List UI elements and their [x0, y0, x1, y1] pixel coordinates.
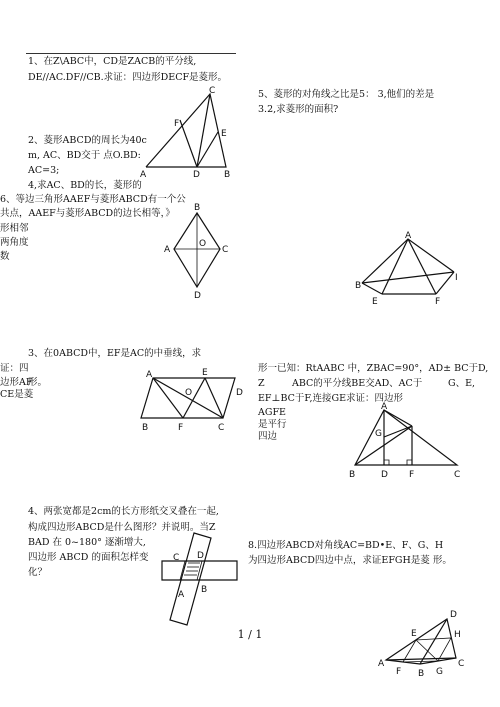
problem-3-side-1: 证：四 [0, 363, 29, 374]
label-A: A [405, 231, 412, 241]
problem-2-line-4: 4,求AC、BD的长，菱形的 [28, 180, 142, 191]
problem-5-line-1: 5、菱形的对角线之比是5： 3,他们的差是 [258, 89, 435, 100]
problem-6-figure [355, 228, 465, 308]
problem-7-line-1: 形一已知：RtAABC 中，ZBAC=90°，AD± BC于D, [258, 363, 489, 374]
header-rule [26, 53, 236, 54]
label-D: D [236, 388, 243, 398]
problem-2-line-2: m, AC、BD交于 点O.BD: [28, 150, 141, 161]
problem-1-line-1: 1、在Z\ABC中，CD是ZACB的平分线, [28, 56, 197, 67]
problem-7-figure [345, 402, 465, 485]
label-F: F [178, 423, 184, 433]
label-F: F [174, 119, 180, 129]
label-A: A [178, 590, 185, 600]
label-A: A [164, 245, 171, 255]
problem-4-figure [160, 530, 240, 630]
problem-2-line-3: AC=3; [28, 165, 60, 176]
label-C: C [458, 659, 465, 669]
label-I: I [455, 273, 458, 283]
problem-8-line-2: 为四边形ABCD四边中点，求证EFGH是菱 形。 [248, 555, 452, 566]
label-A: A [378, 659, 385, 669]
problem-3-figure [140, 365, 245, 435]
problem-2-figure [164, 203, 229, 301]
label-B: B [418, 669, 425, 679]
problem-3-line-1: 3、在0ABCD中，EF是AC的中垂线，求 [28, 348, 202, 359]
label-G: G [436, 667, 443, 677]
label-D: D [381, 470, 388, 480]
label-E: E [372, 297, 378, 307]
problem-4-line-2: 构成四边形ABCD是什么图形？并说明。当Z [28, 522, 216, 533]
problem-7-line-6: 四边 [258, 431, 278, 442]
label-B: B [355, 281, 362, 291]
problem-5-line-2: 3.2,求菱形的面积? [258, 104, 339, 115]
label-E: E [411, 629, 417, 639]
label-D: D [450, 610, 457, 620]
label-D: D [194, 291, 201, 301]
problem-3-side-2: 边形AF [0, 377, 33, 388]
problem-6-line-1: 6、等边三角形AAEF与菱形ABCD有一个公 [0, 194, 186, 205]
problem-4-line-3: BAD 在 0~180° 逐渐增大, [28, 537, 146, 548]
problem-2-line-1: 2、菱形ABCD的周长为40c [28, 135, 147, 146]
label-E: E [221, 129, 227, 139]
label-C: C [454, 470, 461, 480]
label-B: B [201, 585, 208, 595]
problem-4-line-1: 4、两张宽都是2cm的长方形纸交叉叠在一起, [28, 506, 219, 517]
label-B: B [349, 470, 356, 480]
label-C: C [173, 553, 180, 563]
problem-6-side-2: 两角度 [0, 237, 29, 248]
problem-4-line-4: 四边形 ABCD 的面积怎样变 [28, 552, 149, 563]
problem-8-line-1: 8.四边形ABCD对角线AC=BD•E、F、G、H [248, 540, 444, 551]
label-B: B [142, 423, 149, 433]
problem-6-side-3: 数 [0, 251, 10, 262]
label-F: F [396, 667, 402, 677]
label-C: C [218, 423, 225, 433]
label-A: A [140, 170, 147, 180]
label-A: A [146, 370, 153, 380]
label-O: O [185, 388, 193, 398]
label-O: O [199, 239, 207, 249]
label-D: D [197, 551, 204, 561]
problem-7-line-2a: Z [258, 378, 265, 389]
problem-7-line-5: 是平行 [258, 419, 287, 430]
problem-6-line-2: 共点，AAEF与菱形ABCD的边长相等，》 [0, 208, 175, 219]
label-A: A [381, 402, 388, 412]
problem-1-figure [140, 85, 240, 180]
label-G: G [375, 429, 382, 439]
problem-6-side-1: 形相邻 [0, 223, 29, 234]
problem-4-line-5: 化？ [28, 567, 48, 578]
problem-3-side-3: CE是菱 [0, 389, 34, 400]
label-H: H [454, 630, 461, 640]
label-F: F [435, 297, 441, 307]
problem-1-line-2: DE//AC.DF//CB.求证：四边形DECF是菱形。 [28, 72, 228, 83]
label-B: B [194, 203, 201, 213]
label-E: E [202, 368, 208, 378]
problem-3-tail: 形。 [28, 377, 48, 388]
label-D: D [193, 170, 200, 180]
problem-7-line-4: AGFE [258, 407, 286, 418]
problem-7-line-3: EF⊥BC于F,连接GE求证：四边形 [258, 393, 404, 404]
page-number: 1 / 1 [237, 628, 263, 641]
label-C: C [222, 245, 229, 255]
label-F: F [409, 470, 415, 480]
problem-7-line-2b: ABC的平分线BE交AD、AC于 [292, 378, 423, 389]
label-B: B [224, 170, 231, 180]
problem-7-line-2c: G、E, [448, 378, 476, 389]
label-C: C [209, 86, 216, 96]
